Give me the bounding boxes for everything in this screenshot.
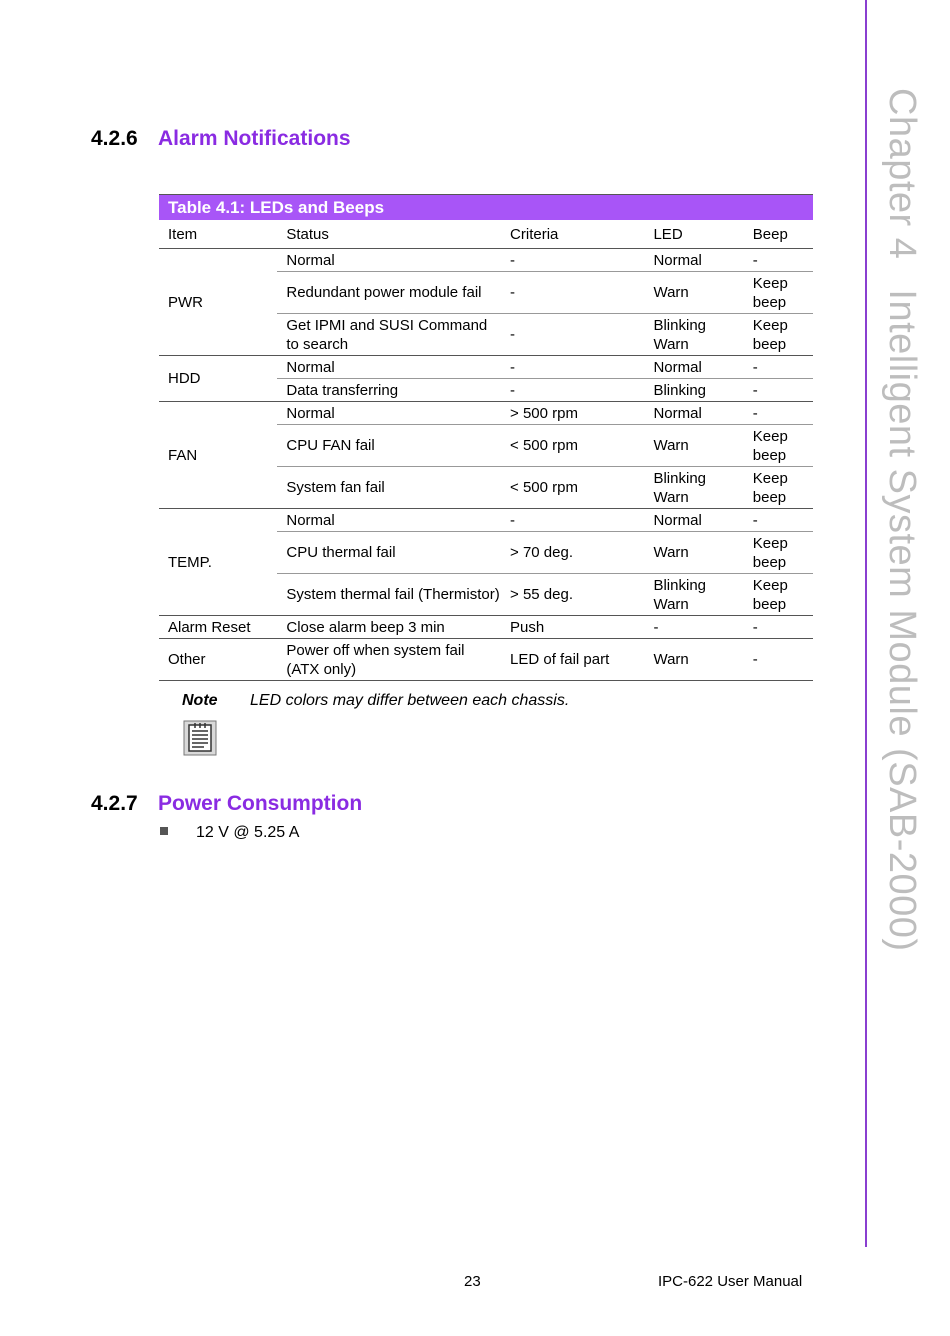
note <box>182 692 569 710</box>
cell-beep: Keep beep <box>744 314 813 356</box>
note-label: Note <box>182 692 218 709</box>
table-row <box>159 616 813 639</box>
table-row <box>159 249 813 272</box>
manual-title: IPC-622 User Manual <box>658 1273 803 1290</box>
cell-led: Blinking Warn <box>644 574 743 616</box>
table-row <box>159 402 813 425</box>
cell-item: Other <box>159 639 277 681</box>
section-heading-alarm <box>91 127 351 151</box>
header-led: LED <box>644 220 743 249</box>
cell-criteria: - <box>501 379 644 402</box>
bullet-square-icon <box>160 827 168 835</box>
cell-beep: - <box>744 379 813 402</box>
cell-criteria: - <box>501 356 644 379</box>
section-title: Alarm Notifications <box>158 127 351 150</box>
cell-criteria: - <box>501 509 644 532</box>
section-title: Power Consumption <box>158 792 363 815</box>
cell-item: HDD <box>159 356 277 402</box>
bullet-text: 12 V @ 5.25 A <box>196 824 300 841</box>
cell-status: System thermal fail (Thermistor) <box>277 574 501 616</box>
cell-status: Get IPMI and SUSI Command to search <box>277 314 501 356</box>
cell-beep: - <box>744 509 813 532</box>
cell-status: Data transferring <box>277 379 501 402</box>
cell-beep: Keep beep <box>744 272 813 314</box>
header-item: Item <box>159 220 277 249</box>
cell-led: Normal <box>644 509 743 532</box>
cell-beep: - <box>744 356 813 379</box>
cell-status: Normal <box>277 249 501 272</box>
table-header-row <box>159 220 813 249</box>
cell-status: Power off when system fail (ATX only) <box>277 639 501 681</box>
cell-criteria: > 55 deg. <box>501 574 644 616</box>
cell-criteria: > 500 rpm <box>501 402 644 425</box>
leds-beeps-table <box>159 194 813 681</box>
header-beep: Beep <box>744 220 813 249</box>
cell-item: PWR <box>159 249 277 356</box>
cell-beep: Keep beep <box>744 425 813 467</box>
cell-criteria: Push <box>501 616 644 639</box>
cell-beep: - <box>744 402 813 425</box>
cell-led: Warn <box>644 639 743 681</box>
cell-beep: - <box>744 616 813 639</box>
cell-led: Normal <box>644 402 743 425</box>
cell-led: - <box>644 616 743 639</box>
cell-criteria: < 500 rpm <box>501 467 644 509</box>
cell-status: Close alarm beep 3 min <box>277 616 501 639</box>
cell-item: Alarm Reset <box>159 616 277 639</box>
cell-status: CPU thermal fail <box>277 532 501 574</box>
cell-criteria: - <box>501 272 644 314</box>
note-text: LED colors may differ between each chassis. <box>250 692 570 709</box>
cell-beep: - <box>744 639 813 681</box>
cell-criteria: > 70 deg. <box>501 532 644 574</box>
cell-led: Normal <box>644 356 743 379</box>
cell-beep: - <box>744 249 813 272</box>
cell-status: Normal <box>277 356 501 379</box>
page-number: 23 <box>464 1273 481 1290</box>
cell-criteria: - <box>501 249 644 272</box>
header-criteria: Criteria <box>501 220 644 249</box>
side-chapter-header <box>880 88 923 952</box>
cell-criteria: LED of fail part <box>501 639 644 681</box>
table-row <box>159 356 813 379</box>
section-heading-power <box>91 792 362 816</box>
side-chapter-label: Chapter 4 <box>881 88 923 260</box>
cell-beep: Keep beep <box>744 467 813 509</box>
side-rule <box>865 0 867 1247</box>
cell-status: System fan fail <box>277 467 501 509</box>
header-status: Status <box>277 220 501 249</box>
cell-status: Redundant power module fail <box>277 272 501 314</box>
table-caption: Table 4.1: LEDs and Beeps <box>159 194 813 220</box>
cell-item: TEMP. <box>159 509 277 616</box>
section-number: 4.2.6 <box>91 127 138 150</box>
cell-led: Blinking Warn <box>644 314 743 356</box>
cell-led: Warn <box>644 272 743 314</box>
note-pad-icon <box>183 720 217 756</box>
side-chapter-title: Intelligent System Module (SAB-2000) <box>881 289 923 952</box>
cell-item: FAN <box>159 402 277 509</box>
bullet-item <box>160 824 299 842</box>
cell-led: Warn <box>644 425 743 467</box>
table-row <box>159 639 813 681</box>
cell-led: Blinking <box>644 379 743 402</box>
section-number: 4.2.7 <box>91 792 138 815</box>
cell-status: Normal <box>277 402 501 425</box>
cell-status: CPU FAN fail <box>277 425 501 467</box>
cell-criteria: < 500 rpm <box>501 425 644 467</box>
table-row <box>159 509 813 532</box>
cell-beep: Keep beep <box>744 532 813 574</box>
cell-led: Normal <box>644 249 743 272</box>
cell-led: Blinking Warn <box>644 467 743 509</box>
cell-beep: Keep beep <box>744 574 813 616</box>
cell-led: Warn <box>644 532 743 574</box>
cell-status: Normal <box>277 509 501 532</box>
cell-criteria: - <box>501 314 644 356</box>
